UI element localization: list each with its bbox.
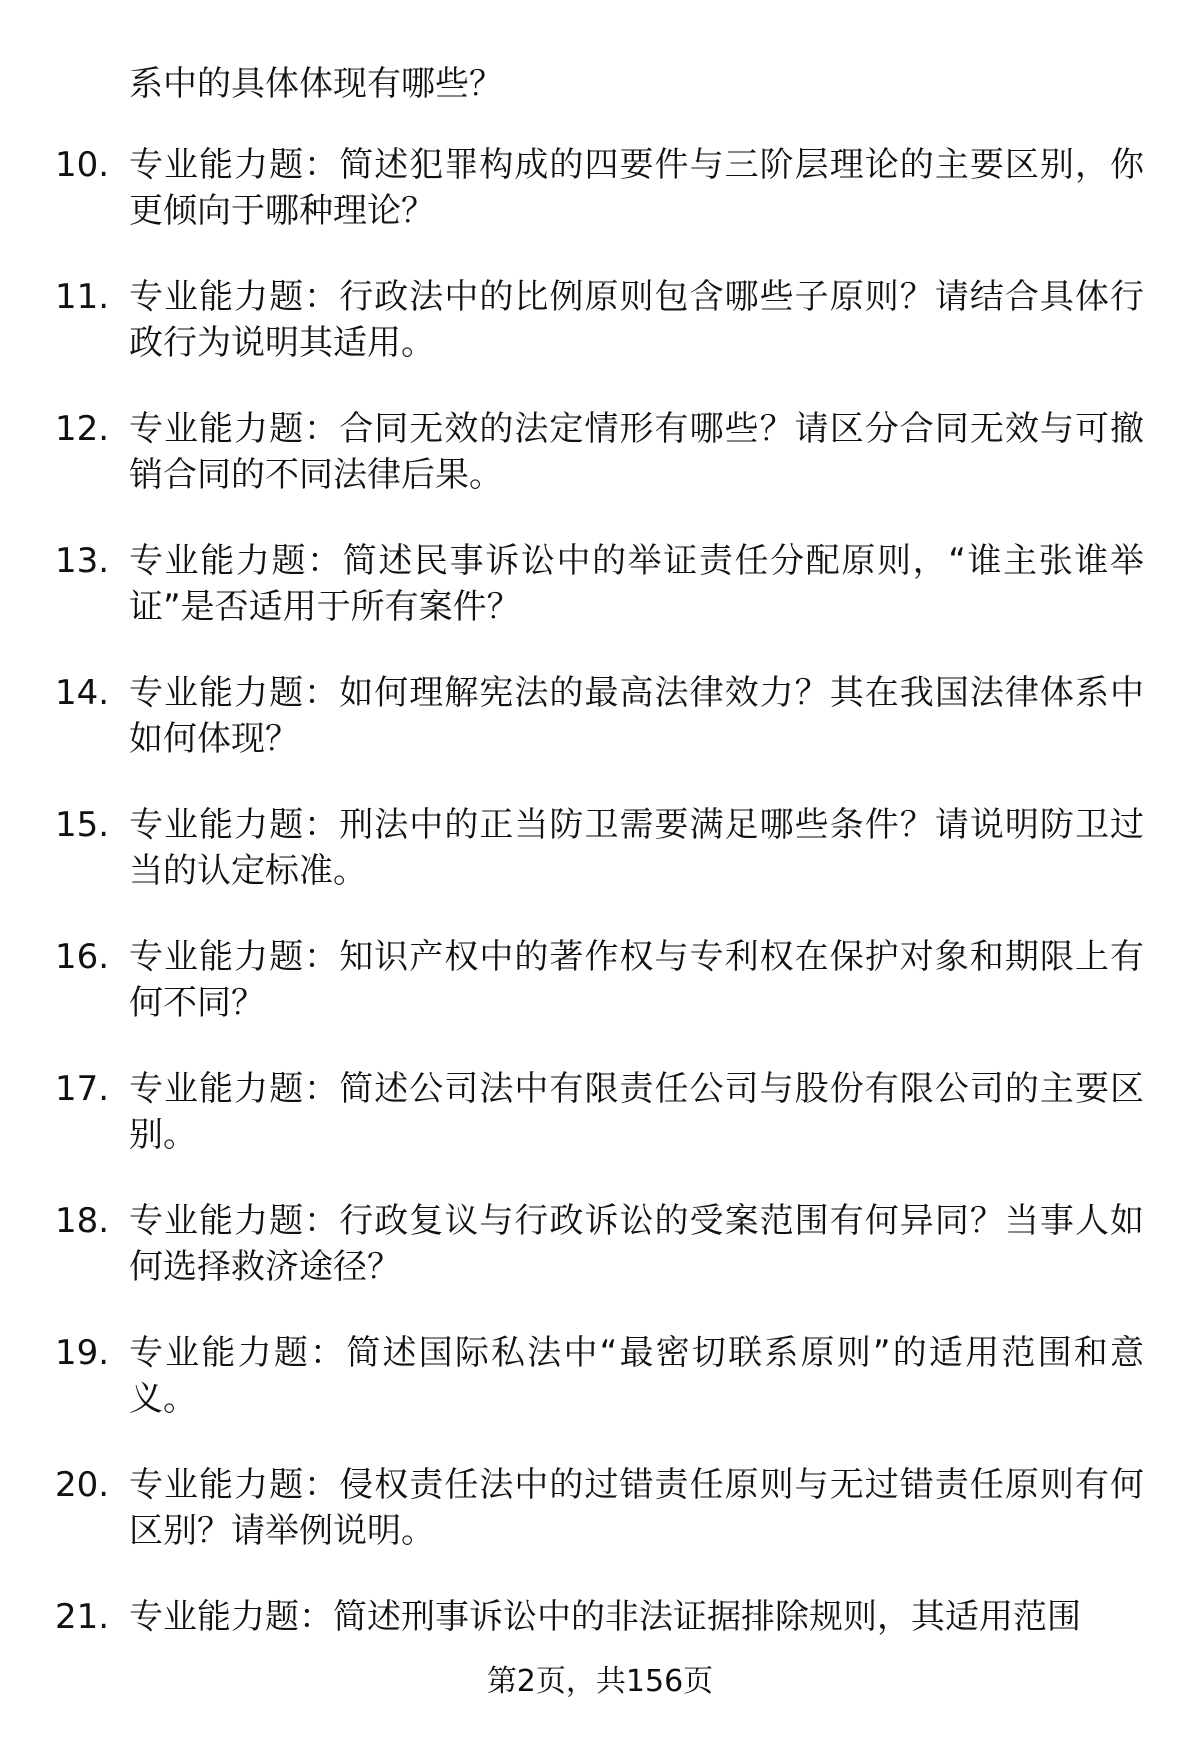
question-number: 20. (55, 1465, 110, 1505)
question-number: 17. (55, 1069, 110, 1109)
question-text: 专业能力题：简述刑事诉讼中的非法证据排除规则，其适用范围 (129, 1597, 1081, 1637)
question-number: 21. (55, 1597, 110, 1637)
list-item (0, 670, 1200, 802)
list-item (0, 934, 1200, 1066)
question-text: 专业能力题：简述公司法中有限责任公司与股份有限公司的主要区别。 (129, 1069, 1144, 1155)
continuation-text: 系中的具体体现有哪些？ (129, 64, 503, 104)
list-item (0, 802, 1200, 934)
question-number: 18. (55, 1201, 110, 1241)
list-item (0, 1330, 1200, 1462)
question-number: 11. (55, 277, 110, 317)
question-text: 专业能力题：如何理解宪法的最高法律效力？其在我国法律体系中如何体现？ (129, 673, 1144, 759)
list-item (0, 1066, 1200, 1198)
list-item (0, 142, 1200, 274)
list-item (0, 538, 1200, 670)
question-list (0, 142, 1200, 1726)
question-number: 15. (55, 805, 110, 845)
question-number: 12. (55, 409, 110, 449)
question-number: 19. (55, 1333, 110, 1373)
page-footer: 第2页，共156页 (486, 1664, 714, 1699)
list-item (0, 1198, 1200, 1330)
question-text: 专业能力题：合同无效的法定情形有哪些？请区分合同无效与可撤销合同的不同法律后果。 (129, 409, 1144, 495)
question-text: 专业能力题：简述国际私法中“最密切联系原则”的适用范围和意义。 (129, 1333, 1144, 1419)
list-item (0, 1594, 1200, 1726)
question-number: 10. (55, 145, 110, 185)
question-text: 专业能力题：简述民事诉讼中的举证责任分配原则，“谁主张谁举证”是否适用于所有案件？ (129, 541, 1144, 627)
question-number: 16. (55, 937, 110, 977)
question-text: 专业能力题：侵权责任法中的过错责任原则与无过错责任原则有何区别？请举例说明。 (129, 1465, 1144, 1551)
list-item (0, 1462, 1200, 1594)
question-text: 专业能力题：简述犯罪构成的四要件与三阶层理论的主要区别，你更倾向于哪种理论？ (129, 145, 1144, 231)
list-item (0, 406, 1200, 538)
question-text: 专业能力题：行政法中的比例原则包含哪些子原则？请结合具体行政行为说明其适用。 (129, 277, 1144, 363)
question-number: 13. (55, 541, 110, 581)
question-text: 专业能力题：行政复议与行政诉讼的受案范围有何异同？当事人如何选择救济途径？ (129, 1201, 1144, 1287)
question-text: 专业能力题：刑法中的正当防卫需要满足哪些条件？请说明防卫过当的认定标准。 (129, 805, 1144, 891)
list-item (0, 274, 1200, 406)
question-number: 14. (55, 673, 110, 713)
question-text: 专业能力题：知识产权中的著作权与专利权在保护对象和期限上有何不同？ (129, 937, 1144, 1023)
